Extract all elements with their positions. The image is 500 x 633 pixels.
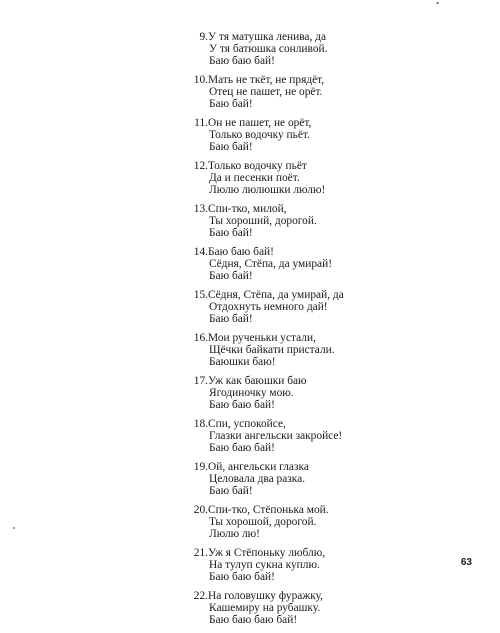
verse-line: На головушку фуражку, — [208, 590, 323, 602]
verse-line: У тя батюшка сонливой. — [209, 43, 328, 55]
verse-number: 17. — [193, 375, 208, 387]
verse-line: Глазки ангельски закройсе! — [209, 430, 343, 442]
verse-number: 15. — [193, 289, 208, 301]
verse-number: 14. — [193, 246, 208, 258]
verse-line: Баю бай! — [209, 313, 253, 325]
verse-line: Он не пашет, не орёт, — [208, 117, 312, 129]
verse-line: Мои рученьки устали, — [208, 332, 316, 344]
verse-line: Ты хорошой, дорогой. — [209, 516, 317, 528]
scan-speck — [436, 2, 439, 4]
verse-line: Баю бай! — [209, 270, 253, 282]
verse-line: Баю баю бай! — [208, 246, 274, 258]
verse-line: Баюшки баю! — [209, 356, 276, 368]
verse-line: Спи-тко, милой, — [208, 203, 287, 215]
verse-line: У тя матушка ленива, да — [208, 31, 327, 43]
verse-list — [190, 31, 490, 633]
verse-line: Баю баю бай! — [209, 442, 275, 454]
verse-9 — [190, 31, 490, 74]
verse-line: Ягодиночку мою. — [209, 387, 294, 399]
verse-line: Люлю люлюшки люлю! — [209, 184, 326, 196]
verse-line: Отец не пашет, не орёт. — [209, 86, 323, 98]
verse-number: 10. — [193, 74, 208, 86]
verse-line: Щёчки байкати пристали. — [209, 344, 335, 356]
verse-19 — [190, 461, 490, 504]
verse-line: Баю бай! — [209, 227, 253, 239]
verse-line: Баю баю бай! — [209, 399, 275, 411]
verse-line: Только водочку пьёт. — [209, 129, 310, 141]
verse-22 — [190, 590, 490, 633]
scan-speck — [13, 527, 15, 529]
verse-line: Баю бай! — [209, 98, 253, 110]
verse-line: Мать не ткёт, не прядёт, — [208, 74, 325, 86]
verse-line: Сёдня, Стёпа, да умирай! — [209, 258, 332, 270]
verse-line: Баю баю баю бай! — [209, 614, 298, 626]
verse-line: Баю бай! — [209, 141, 253, 153]
page-number: 63 — [460, 557, 472, 568]
verse-line: Уж я Стёпоньку люблю, — [208, 547, 326, 559]
verse-number: 21. — [193, 547, 208, 559]
verse-21 — [190, 547, 490, 590]
verse-line: Ой, ангельски глазка — [208, 461, 309, 473]
verse-13 — [190, 203, 490, 246]
verse-number: 20. — [193, 504, 208, 516]
verse-14 — [190, 246, 490, 289]
verse-number: 9. — [199, 31, 208, 43]
verse-number: 13. — [193, 203, 208, 215]
verse-line: Баю бай! — [209, 485, 253, 497]
verse-16 — [190, 332, 490, 375]
verse-line: Только водочку пьёт — [208, 160, 307, 172]
verse-line: Да и песенки поёт. — [209, 172, 300, 184]
verse-line: Целовала два разка. — [209, 473, 306, 485]
verse-12 — [190, 160, 490, 203]
verse-line: Уж как баюшки баю — [208, 375, 307, 387]
verse-line: Сёдня, Стёпа, да умирай, да — [208, 289, 344, 301]
verse-line: Спи, успокойсе, — [208, 418, 286, 430]
verse-number: 12. — [193, 160, 208, 172]
verse-number: 16. — [193, 332, 208, 344]
verse-number: 11. — [194, 117, 208, 129]
verse-line: Кашемиру на рубашку. — [209, 602, 321, 614]
verse-20 — [190, 504, 490, 547]
verse-11 — [190, 117, 490, 160]
verse-line: Баю баю бай! — [209, 55, 275, 67]
verse-15 — [190, 289, 490, 332]
verse-line: Спи-тко, Стёпонька мой. — [208, 504, 329, 516]
verse-17 — [190, 375, 490, 418]
verse-number: 22. — [193, 590, 208, 602]
verse-10 — [190, 74, 490, 117]
verse-number: 18. — [193, 418, 208, 430]
verse-18 — [190, 418, 490, 461]
verse-line: Люлю лю! — [209, 528, 260, 540]
verse-number: 19. — [193, 461, 208, 473]
verse-line: Баю баю бай! — [209, 571, 275, 583]
verse-line: На тулуп сукна куплю. — [209, 559, 320, 571]
verse-line: Ты хороший, дорогой. — [209, 215, 317, 227]
verse-line: Отдохнуть немного дай! — [209, 301, 328, 313]
